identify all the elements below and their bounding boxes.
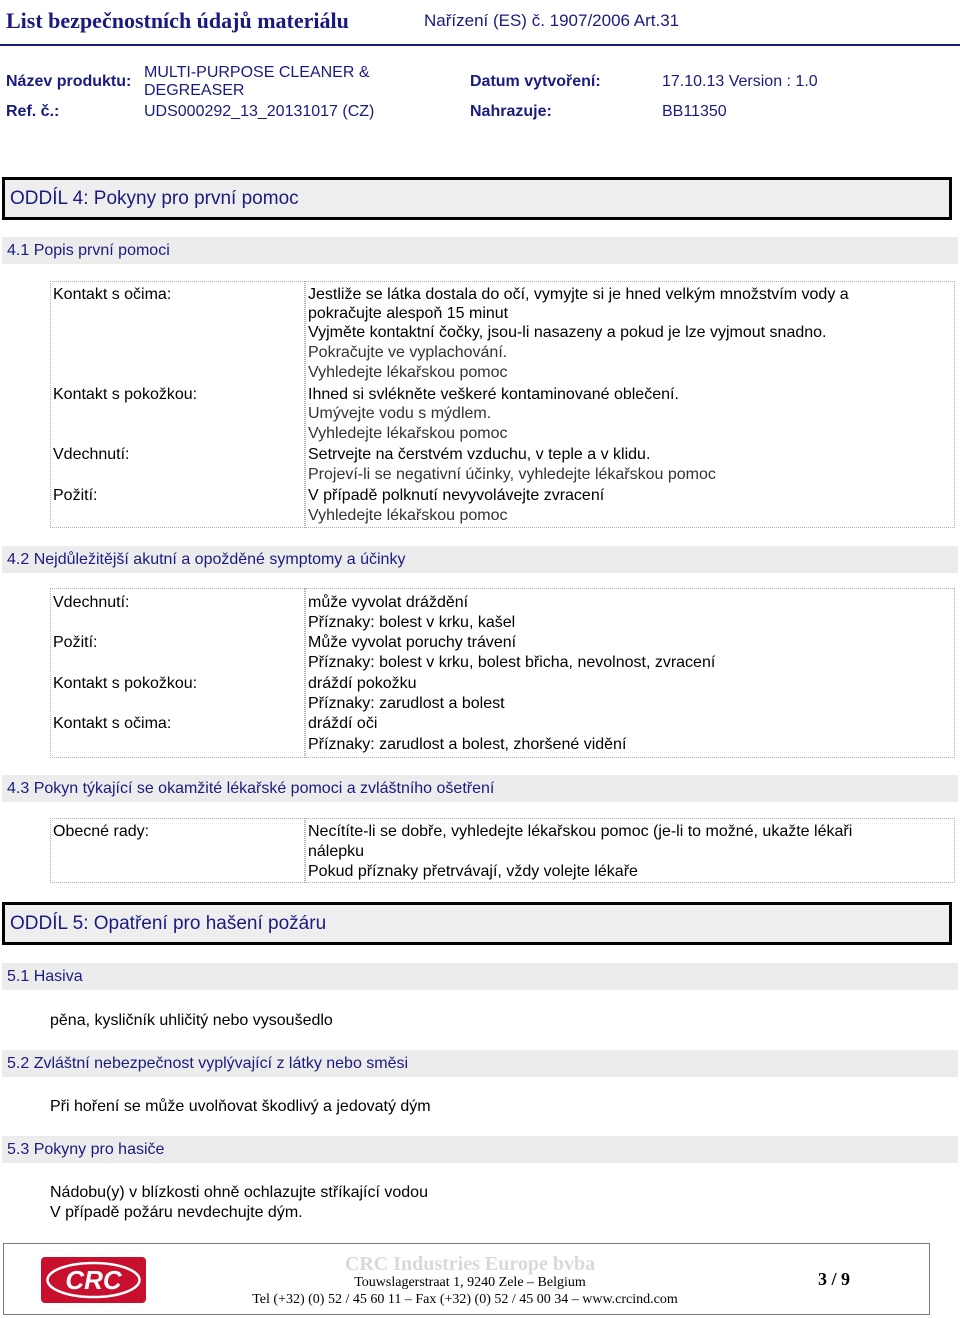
created-date-value: 17.10.13 Version : 1.0 [662,73,818,90]
s43-line: Pokud příznaky přetrvávají, vždy volejte lékaře [308,863,638,880]
s43-line: Necítíte-li se dobře, vyhledejte lékařskou pomoc (je-li to možné, ukažte lékaři [308,823,853,840]
ref-number-value: UDS000292_13_20131017 (CZ) [144,103,375,120]
s41-label-skin: Kontakt s pokožkou: [53,386,198,403]
s41-line: Setrvejte na čerstvém vzduchu, v teple a v klidu. [308,446,651,463]
company-name: CRC Industries Europe bvba [344,1253,596,1275]
company-contact: Tel (+32) (0) 52 / 45 60 11 – Fax (+32) (0) 52 / 45 00 34 – www.crcind.com [252,1292,678,1307]
s42-label-skin: Kontakt s pokožkou: [53,675,198,692]
s43-label-general: Obecné rady: [53,823,150,840]
s51-text: pěna, kysličník uhličitý nebo vysoušedlo [50,1012,333,1029]
product-name-label: Název produktu: [6,73,132,90]
subsection-4-1-title: 4.1 Popis první pomoci [2,237,958,264]
s42-line: Může vyvolat poruchy trávení [308,634,517,651]
s43-line: nálepku [308,843,365,860]
s41-line: Vyhledejte lékařskou pomoc [308,364,508,381]
svg-text:CRC: CRC [65,1265,122,1295]
replaces-value: BB11350 [662,103,727,120]
subsection-5-1-title: 5.1 Hasiva [2,963,958,990]
s42-line: může vyvolat dráždění [308,594,469,611]
created-date-label: Datum vytvoření: [470,73,601,90]
section-5-header [2,902,952,945]
s53-line: V případě požáru nevdechujte dým. [50,1204,303,1221]
s52-text: Při hoření se může uvolňovat škodlivý a jedovatý dým [50,1098,431,1115]
crc-logo [41,1257,146,1303]
s41-line: Jestliže se látka dostala do očí, vymyjte si je hned velkým množstvím vody a [308,286,849,303]
s41-line: Vyhledejte lékařskou pomoc [308,507,508,524]
section-5-title: ODDÍL 5: Opatření pro hašení požáru [5,905,949,942]
s41-line: Pokračujte ve vyplachování. [308,344,508,361]
regulation-reference: Nařízení (ES) č. 1907/2006 Art.31 [424,11,680,30]
header-divider [0,44,960,46]
subsection-4-2-title: 4.2 Nejdůležitější akutní a opožděné symptomy a účinky [2,546,958,573]
s41-line: Umývejte vodu s mýdlem. [308,405,492,422]
s41-label-ingestion: Požití: [53,487,98,504]
s41-line: Vyhledejte lékařskou pomoc [308,425,508,442]
s42-line: dráždí oči [308,715,378,732]
section-4-title: ODDÍL 4: Pokyny pro první pomoc [5,180,949,217]
subsection-5-2-title: 5.2 Zvláštní nebezpečnost vyplývající z látky nebo směsi [2,1050,958,1077]
subsection-5-3-title: 5.3 Pokyny pro hasiče [2,1136,958,1163]
s42-line: Příznaky: bolest v krku, kašel [308,614,516,631]
s41-label-eyes: Kontakt s očima: [53,286,172,303]
product-name-line1: MULTI-PURPOSE CLEANER & [144,64,370,81]
s42-label-eyes: Kontakt s očima: [53,715,172,732]
product-name-line2: DEGREASER [144,82,245,99]
s41-line: Vyjměte kontaktní čočky, jsou-li nasazeny a pokud je lze vyjmout snadno. [308,324,827,341]
page-number: 3 / 9 [818,1269,851,1289]
s42-label-ingestion: Požití: [53,634,98,651]
s42-label-inhalation: Vdechnutí: [53,594,130,611]
s42-line: Příznaky: zarudlost a bolest [308,695,505,712]
replaces-label: Nahrazuje: [470,103,552,120]
s41-line: pokračujte alespoň 15 minut [308,305,509,322]
s41-line: Ihned si svlékněte veškeré kontaminované oblečení. [308,386,679,403]
s42-line: Příznaky: zarudlost a bolest, zhoršené vidění [308,736,627,753]
company-address: Touwslagerstraat 1, 9240 Zele – Belgium [354,1275,586,1290]
document-title: List bezpečnostních údajů materiálu [6,8,349,33]
s42-line: Příznaky: bolest v krku, bolest břicha, nevolnost, zvracení [308,654,716,671]
s41-label-inhalation: Vdechnutí: [53,446,130,463]
s42-line: dráždí pokožku [308,675,417,692]
subsection-4-3-title: 4.3 Pokyn týkající se okamžité lékařské pomoci a zvláštního ošetření [2,775,958,802]
section-4-header [2,177,952,220]
s41-line: V případě polknutí nevyvolávejte zvracení [308,487,605,504]
s53-line: Nádobu(y) v blízkosti ohně ochlazujte stříkající vodou [50,1184,428,1201]
s41-line: Projeví-li se negativní účinky, vyhledejte lékařskou pomoc [308,466,716,483]
ref-number-label: Ref. č.: [6,103,60,120]
